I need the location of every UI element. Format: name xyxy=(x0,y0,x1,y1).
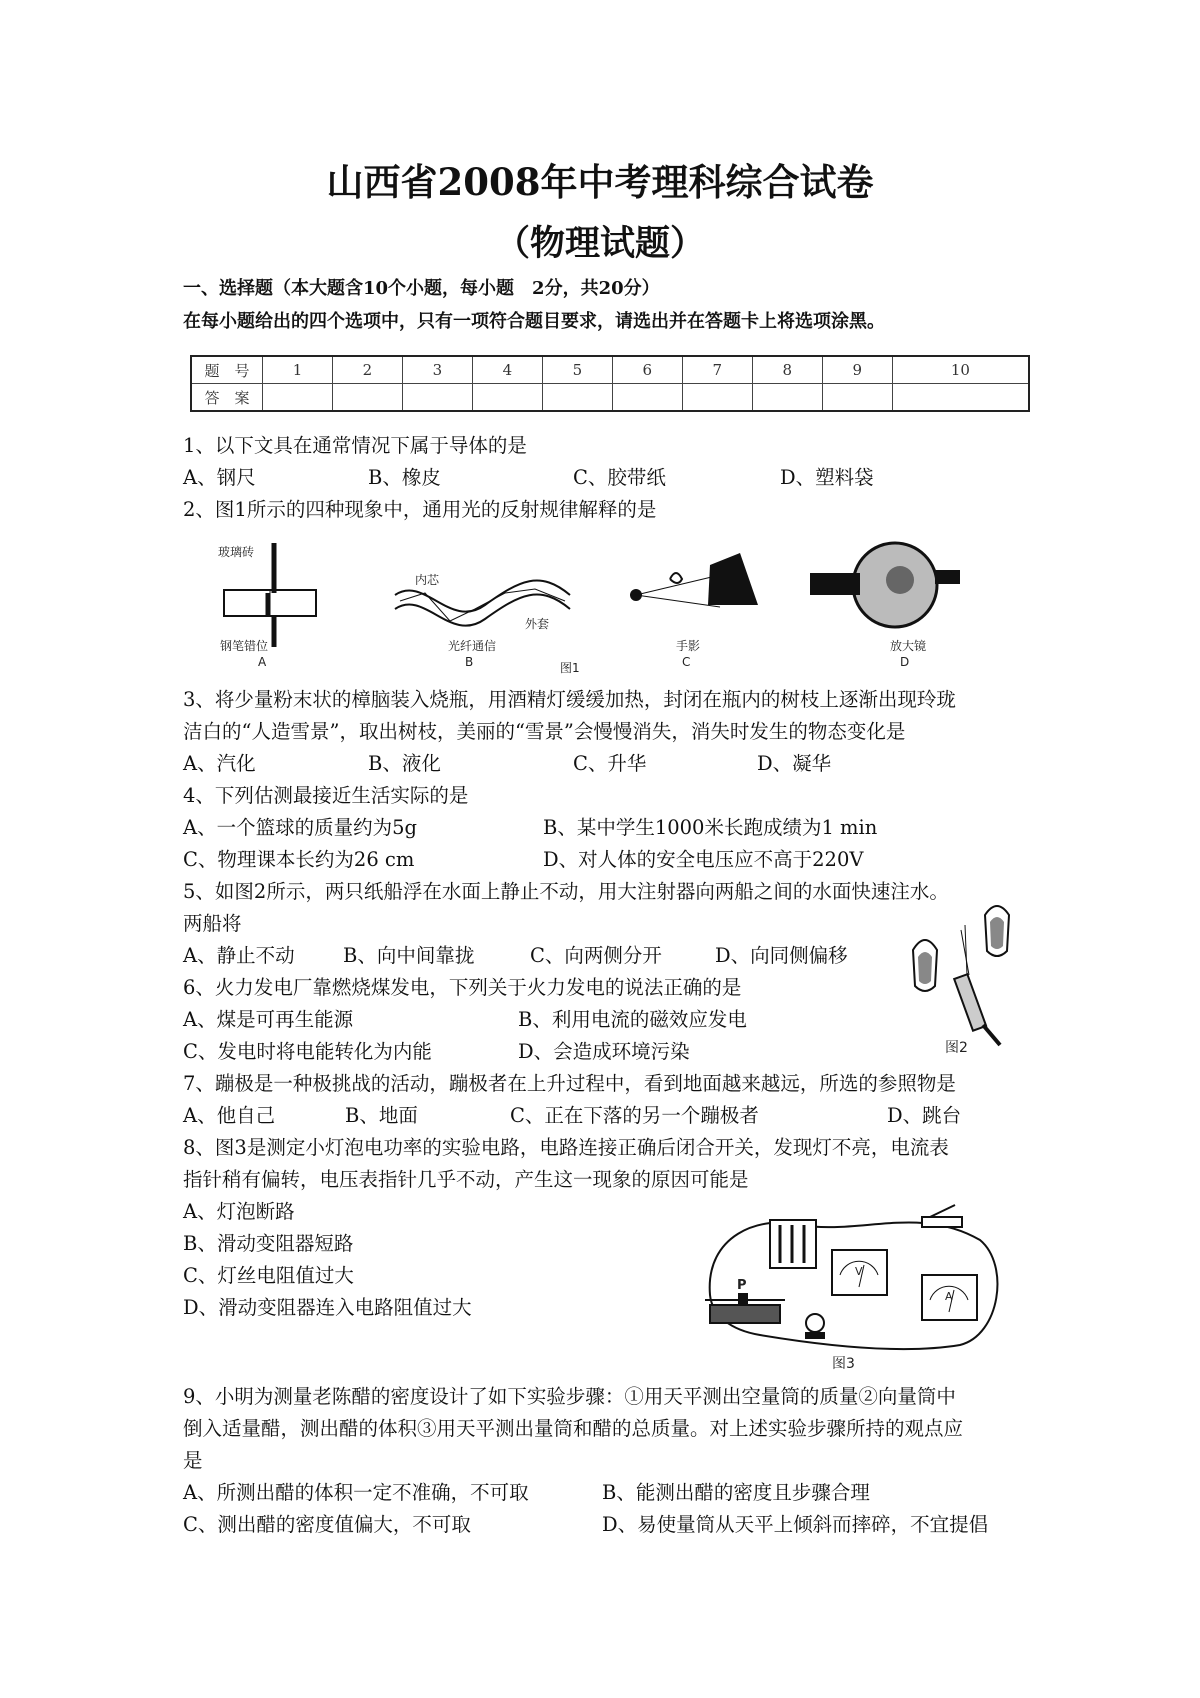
q5-option-d[interactable]: D、向同侧偏移 xyxy=(715,944,848,967)
figure-1b-inner-label: 内芯 xyxy=(415,573,440,587)
question-9-line-2: 倒入适量醋，测出醋的体积③用天平测出量筒和醋的总质量。对上述实验步骤所持的观点应 xyxy=(183,1417,964,1440)
figure-3-a-label: A xyxy=(945,1290,953,1303)
q8-option-c[interactable]: C、灯丝电阻值过大 xyxy=(183,1264,354,1287)
q7-option-d[interactable]: D、跳台 xyxy=(887,1104,962,1127)
section-instruction: 在每小题给出的四个选项中，只有一项符合题目要求，请选出并在答题卡上将选项涂黑。 xyxy=(183,311,885,332)
q8-option-d[interactable]: D、滑动变阻器连入电路阻值过大 xyxy=(183,1296,472,1319)
figure-1d-caption: 放大镜 xyxy=(890,639,927,653)
question-9-line-3: 是 xyxy=(183,1449,203,1472)
question-4-stem: 4、下列估测最接近生活实际的是 xyxy=(183,784,469,807)
answer-table-number: 10 xyxy=(892,356,1029,384)
answer-table-row-label: 题 号 xyxy=(191,356,263,384)
answer-table-number: 2 xyxy=(332,356,402,384)
figure-1c-letter: C xyxy=(682,655,691,669)
figure-2 xyxy=(905,905,1025,1055)
q1-option-a[interactable]: A、钢尺 xyxy=(183,466,256,489)
q5-option-c[interactable]: C、向两侧分开 xyxy=(530,944,662,967)
q3-option-b[interactable]: B、液化 xyxy=(368,752,441,775)
q4-option-d[interactable]: D、对人体的安全电压应不高于220V xyxy=(543,848,864,871)
q7-option-a[interactable]: A、他自己 xyxy=(183,1104,276,1127)
q6-option-a[interactable]: A、煤是可再生能源 xyxy=(183,1008,354,1031)
q9-option-c[interactable]: C、测出醋的密度值偏大，不可取 xyxy=(183,1513,471,1536)
q4-option-a[interactable]: A、一个篮球的质量约为5g xyxy=(183,816,417,839)
figure-3-caption: 图3 xyxy=(832,1356,855,1372)
answer-table-number: 3 xyxy=(402,356,472,384)
answer-cell[interactable] xyxy=(612,384,682,412)
figure-1d-letter: D xyxy=(900,655,910,669)
answer-table-number: 9 xyxy=(822,356,892,384)
figure-3-drawing xyxy=(700,1195,1020,1370)
figure-1b-caption: 光纤通信 xyxy=(448,639,497,653)
q1-option-d[interactable]: D、塑料袋 xyxy=(780,466,874,489)
answer-cell[interactable] xyxy=(752,384,822,412)
answer-cell[interactable] xyxy=(822,384,892,412)
figure-3 xyxy=(700,1195,1020,1370)
page-subtitle: （物理试题） xyxy=(494,223,705,264)
answer-cell[interactable] xyxy=(542,384,612,412)
q5-option-b[interactable]: B、向中间靠拢 xyxy=(343,944,475,967)
section-heading: 一、选择题（本大题含10个小题，每小题 2分，共20分） xyxy=(183,278,660,299)
figure-1a-label: 玻璃砖 xyxy=(218,545,255,559)
figure-1b-outer-label: 外套 xyxy=(525,617,550,631)
question-6-stem: 6、火力发电厂靠燃烧煤发电，下列关于火力发电的说法正确的是 xyxy=(183,976,742,999)
q8-option-a[interactable]: A、灯泡断路 xyxy=(183,1200,295,1223)
question-9-line-1: 9、小明为测量老陈醋的密度设计了如下实验步骤：①用天平测出空量筒的质量②向量筒中 xyxy=(183,1385,956,1408)
figure-1a-caption: 钢笔错位 xyxy=(220,639,269,653)
figure-1-drawing xyxy=(210,535,1030,675)
q6-option-c[interactable]: C、发电时将电能转化为内能 xyxy=(183,1040,432,1063)
answer-cell[interactable] xyxy=(263,384,333,412)
q6-option-b[interactable]: B、利用电流的磁效应发电 xyxy=(518,1008,747,1031)
answer-cell[interactable] xyxy=(332,384,402,412)
q3-option-a[interactable]: A、汽化 xyxy=(183,752,256,775)
q9-option-d[interactable]: D、易使量筒从天平上倾斜而摔碎，不宜提倡 xyxy=(602,1513,989,1536)
q4-option-b[interactable]: B、某中学生1000米长跑成绩为1 min xyxy=(543,816,878,839)
answer-table-row-label: 答 案 xyxy=(191,384,263,412)
answer-cell[interactable] xyxy=(472,384,542,412)
figure-1-caption: 图1 xyxy=(560,661,580,675)
figure-2-drawing xyxy=(905,905,1025,1055)
figure-2-caption: 图2 xyxy=(945,1040,968,1056)
answer-table-number: 8 xyxy=(752,356,822,384)
question-7-stem: 7、蹦极是一种极挑战的活动，蹦极者在上升过程中，看到地面越来越远，所选的参照物是 xyxy=(183,1072,956,1095)
answer-cell[interactable] xyxy=(892,384,1029,412)
question-3-line-2: 洁白的“人造雪景”，取出树枝，美丽的“雪景”会慢慢消失，消失时发生的物态变化是 xyxy=(183,720,906,743)
question-8-line-1: 8、图3是测定小灯泡电功率的实验电路，电路连接正确后闭合开关，发现灯不亮，电流表 xyxy=(183,1136,949,1159)
question-3-line-1: 3、将少量粉末状的樟脑装入烧瓶，用酒精灯缓缓加热，封闭在瓶内的树枝上逐渐出现玲珑 xyxy=(183,688,956,711)
answer-table-number: 6 xyxy=(612,356,682,384)
figure-1 xyxy=(210,535,1030,675)
page-title: 山西省2008年中考理科综合试卷 xyxy=(326,160,874,204)
q9-option-a[interactable]: A、所测出醋的体积一定不准确，不可取 xyxy=(183,1481,529,1504)
answer-table-number-row xyxy=(191,356,1029,384)
q8-option-b[interactable]: B、滑动变阻器短路 xyxy=(183,1232,354,1255)
figure-1c-caption: 手影 xyxy=(676,639,701,653)
q7-option-c[interactable]: C、正在下落的另一个蹦极者 xyxy=(510,1104,759,1127)
answer-table-number: 1 xyxy=(263,356,333,384)
question-5-line-2: 两船将 xyxy=(183,912,242,935)
question-8-line-2: 指针稍有偏转，电压表指针几乎不动，产生这一现象的原因可能是 xyxy=(183,1168,749,1191)
figure-3-v-label: V xyxy=(855,1265,863,1278)
answer-cell[interactable] xyxy=(682,384,752,412)
q1-option-b[interactable]: B、橡皮 xyxy=(368,466,441,489)
q6-option-d[interactable]: D、会造成环境污染 xyxy=(518,1040,690,1063)
question-1-stem: 1、以下文具在通常情况下属于导体的是 xyxy=(183,434,527,457)
figure-3-p-label: P xyxy=(737,1278,747,1293)
answer-table-number: 7 xyxy=(682,356,752,384)
question-5-line-1: 5、如图2所示，两只纸船浮在水面上静止不动，用大注射器向两船之间的水面快速注水。 xyxy=(183,880,949,903)
answer-table xyxy=(190,355,1030,412)
answer-table-number: 5 xyxy=(542,356,612,384)
q9-option-b[interactable]: B、能测出醋的密度且步骤合理 xyxy=(602,1481,870,1504)
answer-cell[interactable] xyxy=(402,384,472,412)
answer-table-answer-row xyxy=(191,384,1029,412)
q1-option-c[interactable]: C、胶带纸 xyxy=(573,466,666,489)
figure-1a-letter: A xyxy=(258,655,267,669)
answer-table-number: 4 xyxy=(472,356,542,384)
q4-option-c[interactable]: C、物理课本长约为26 cm xyxy=(183,848,415,871)
q5-option-a[interactable]: A、静止不动 xyxy=(183,944,295,967)
q7-option-b[interactable]: B、地面 xyxy=(345,1104,418,1127)
q3-option-d[interactable]: D、凝华 xyxy=(757,752,832,775)
q3-option-c[interactable]: C、升华 xyxy=(573,752,647,775)
figure-1b-letter: B xyxy=(465,655,474,669)
question-2-stem: 2、图1所示的四种现象中，通用光的反射规律解释的是 xyxy=(183,498,657,521)
